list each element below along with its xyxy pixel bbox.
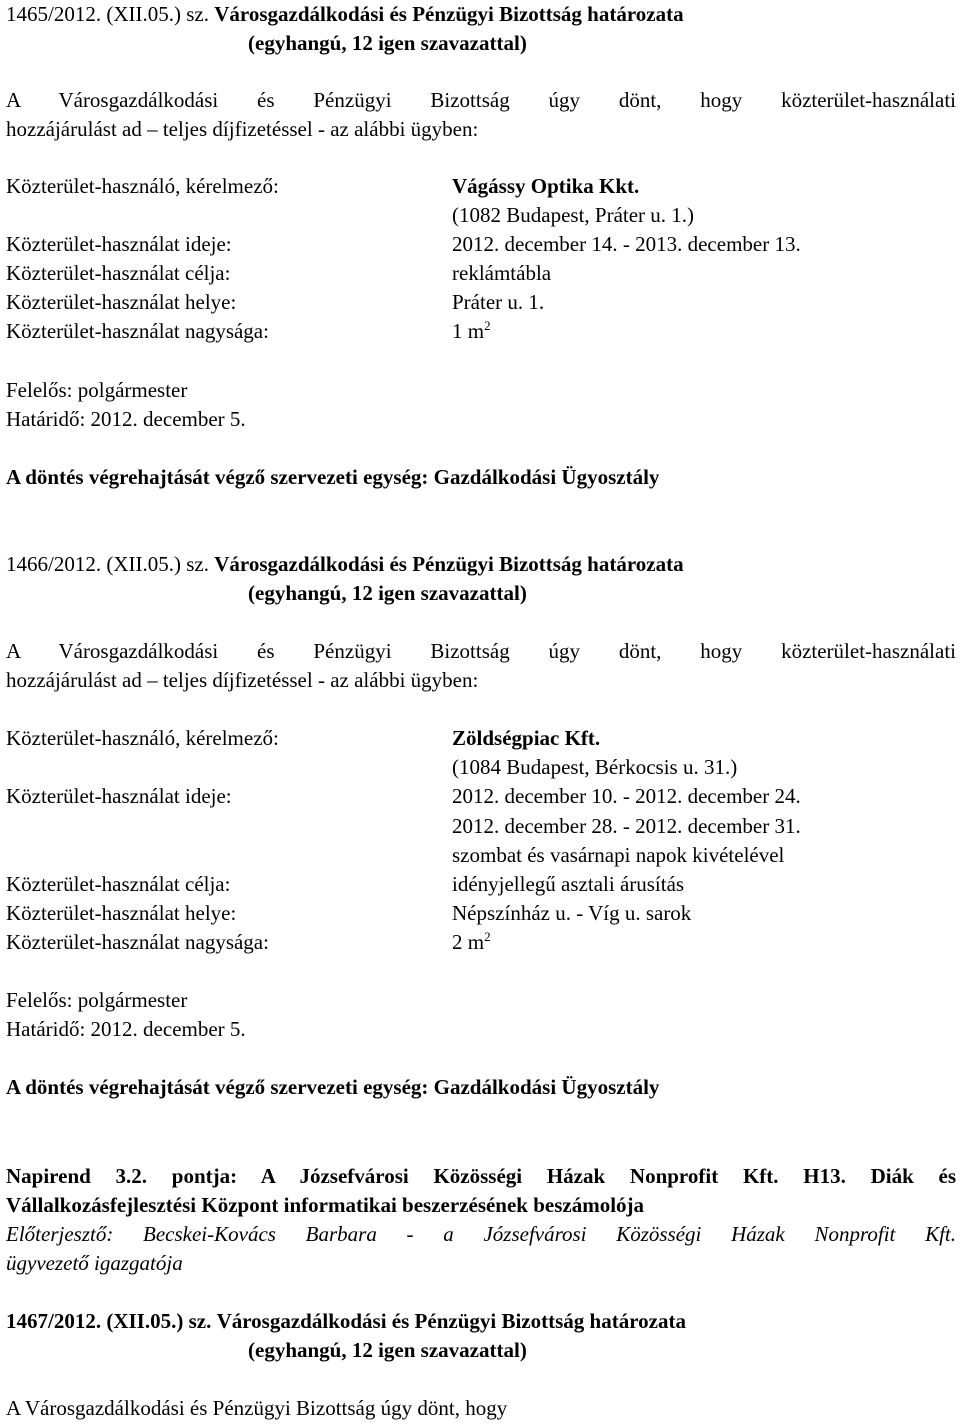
purpose-label: Közterület-használat célja: bbox=[6, 872, 231, 896]
purpose-label: Közterület-használat célja: bbox=[6, 261, 231, 285]
purpose-value: idényjellegű asztali árusítás bbox=[452, 872, 685, 896]
time-label: Közterület-használat ideje: bbox=[6, 784, 232, 808]
time-value: 2012. december 14. - 2013. december 13. bbox=[452, 232, 801, 256]
size-value: 2 $m^2$ bbox=[452, 929, 491, 954]
resolution-number: 1465/2012. (XII.05.) sz. bbox=[6, 2, 209, 26]
intro-line-1: A Városgazdálkodási és Pénzügyi Bizottság úgy dönt, hogy közterület-használati bbox=[6, 639, 956, 663]
time-value-3: szombat és vasárnapi napok kivételével bbox=[452, 843, 785, 867]
applicant-name: Vágássy Optika Kkt. bbox=[452, 174, 640, 198]
size-value: 1 $m^2$ bbox=[452, 318, 491, 343]
resolution-title: Városgazdálkodási és Pénzügyi Bizottság határozata bbox=[214, 2, 684, 26]
place-value: Népszínház u. - Víg u. sarok bbox=[452, 901, 692, 925]
applicant-label: Közterület-használó, kérelmező: bbox=[6, 726, 279, 750]
time-value-2: 2012. december 28. - 2012. december 31. bbox=[452, 814, 801, 838]
agenda-line-1: Napirend 3.2. pontja: A Józsefvárosi Közösségi Házak Nonprofit Kft. H13. Diák és bbox=[6, 1164, 956, 1188]
applicant-address: (1082 Budapest, Práter u. 1.) bbox=[452, 203, 695, 227]
time-label: Közterület-használat ideje: bbox=[6, 232, 232, 256]
intro-line-2: hozzájárulást ad – teljes díjfizetéssel - az alábbi ügyben: bbox=[6, 668, 479, 692]
applicant-label: Közterület-használó, kérelmező: bbox=[6, 174, 279, 198]
responsible: Felelős: polgármester bbox=[6, 378, 188, 402]
intro-line-2: hozzájárulást ad – teljes díjfizetéssel - az alábbi ügyben: bbox=[6, 117, 479, 141]
applicant-name: Zöldségpiac Kft. bbox=[452, 726, 601, 750]
deadline: Határidő: 2012. december 5. bbox=[6, 407, 246, 431]
intro-line-1: A Városgazdálkodási és Pénzügyi Bizottság úgy dönt, hogy bbox=[6, 1396, 508, 1420]
responsible: Felelős: polgármester bbox=[6, 988, 188, 1012]
intro-line-1: A Városgazdálkodási és Pénzügyi Bizottság úgy dönt, hogy közterület-használati bbox=[6, 88, 956, 112]
executing-unit: A döntés végrehajtását végző szervezeti egység: Gazdálkodási Ügyosztály bbox=[6, 465, 660, 489]
purpose-value: reklámtábla bbox=[452, 261, 552, 285]
place-label: Közterület-használat helye: bbox=[6, 901, 237, 925]
size-label: Közterület-használat nagysága: bbox=[6, 930, 269, 954]
applicant-address: (1084 Budapest, Bérkocsis u. 31.) bbox=[452, 755, 738, 779]
resolution-title: Városgazdálkodási és Pénzügyi Bizottság határozata bbox=[216, 1309, 686, 1333]
agenda-line-2: Vállalkozásfejlesztési Központ informatikai beszerzésének beszámolója bbox=[6, 1193, 645, 1217]
resolution-1467-header bbox=[6, 1307, 686, 1337]
resolution-1466-header bbox=[6, 550, 684, 580]
deadline: Határidő: 2012. december 5. bbox=[6, 1017, 246, 1041]
place-value: Práter u. 1. bbox=[452, 290, 545, 314]
resolution-number: 1467/2012. (XII.05.) sz. bbox=[6, 1309, 212, 1333]
resolution-title: Városgazdálkodási és Pénzügyi Bizottság határozata bbox=[214, 552, 684, 576]
resolution-number: 1466/2012. (XII.05.) sz. bbox=[6, 552, 209, 576]
size-label: Közterület-használat nagysága: bbox=[6, 319, 269, 343]
place-label: Közterület-használat helye: bbox=[6, 290, 237, 314]
presenter-line-2: ügyvezető igazgatója bbox=[6, 1251, 183, 1275]
vote-line: (egyhangú, 12 igen szavazattal) bbox=[248, 1338, 527, 1362]
vote-line: (egyhangú, 12 igen szavazattal) bbox=[248, 31, 527, 55]
executing-unit: A döntés végrehajtását végző szervezeti egység: Gazdálkodási Ügyosztály bbox=[6, 1075, 660, 1099]
resolution-1465-header bbox=[6, 0, 684, 30]
time-value-1: 2012. december 10. - 2012. december 24. bbox=[452, 784, 801, 808]
presenter-line-1: Előterjesztő: Becskei-Kovács Barbara - a Józsefvárosi Közösségi Házak Nonprofit Kft. bbox=[6, 1222, 956, 1246]
vote-line: (egyhangú, 12 igen szavazattal) bbox=[248, 581, 527, 605]
